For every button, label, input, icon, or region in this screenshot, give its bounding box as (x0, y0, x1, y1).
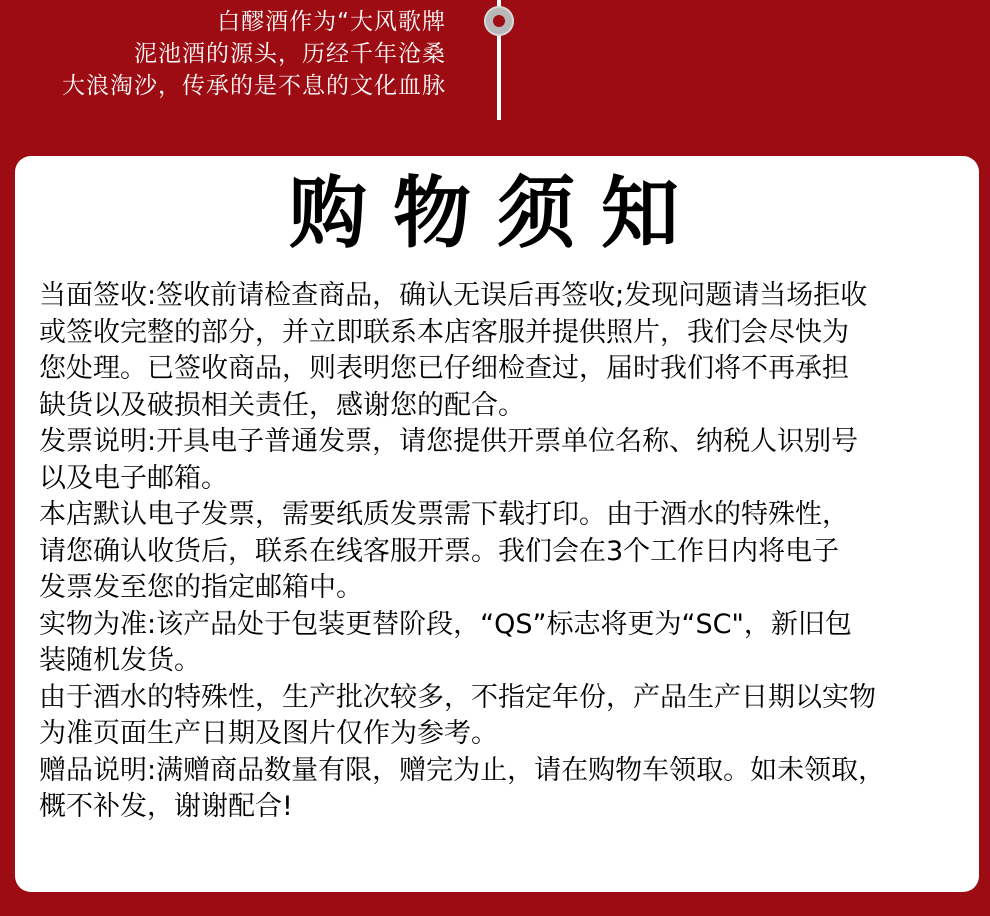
notice-line: 或签收完整的部分，并立即联系本店客服并提供照片，我们会尽快为 (39, 316, 849, 348)
notice-line: 实物为准:该产品处于包装更替阶段，“QS”标志将更为“SC"，新旧包 (39, 608, 852, 640)
decorative-circle-center (493, 15, 505, 27)
slogan-line-3: 大浪淘沙，传承的是不息的文化血脉 (62, 73, 446, 99)
notice-title: 购物须知 (288, 168, 705, 259)
notice-line: 以及电子邮箱。 (39, 462, 228, 494)
notice-line: 概不补发，谢谢配合! (39, 791, 293, 822)
notice-body (39, 278, 975, 826)
slogan-line-1: 白醪酒作为“大风歌牌 (217, 9, 446, 35)
notice-line: 当面签收:签收前请检查商品，确认无误后再签收;发现问题请当场拒收 (39, 280, 868, 311)
decorative-circle-icon (484, 6, 514, 36)
notice-line: 装随机发货。 (39, 645, 201, 676)
header-slogan (62, 6, 446, 102)
notice-line: 您处理。已签收商品，则表明您已仔细检查过，届时我们将不再承担 (39, 353, 849, 384)
notice-line: 本店默认电子发票，需要纸质发票需下载打印。由于酒水的特殊性， (39, 499, 849, 530)
notice-line: 由于酒水的特殊性，生产批次较多，不指定年份，产品生产日期以实物 (39, 681, 876, 713)
notice-line: 请您确认收货后，联系在线客服开票。我们会在3个工作日内将电子 (39, 535, 840, 567)
notice-line: 赠品说明:满赠商品数量有限，赠完为止，请在购物车领取。如未领取， (39, 754, 886, 786)
shopping-notice-card (15, 156, 979, 892)
slogan-line-2: 泥池酒的源头，历经千年沧桑 (134, 41, 446, 67)
notice-line: 发票说明:开具电子普通发票，请您提供开票单位名称、纳税人识别号 (39, 426, 859, 457)
notice-line: 发票发至您的指定邮箱中。 (39, 572, 363, 603)
notice-line: 为准页面生产日期及图片仅作为参考。 (39, 718, 498, 749)
notice-line: 缺货以及破损相关责任，感谢您的配合。 (39, 389, 525, 421)
